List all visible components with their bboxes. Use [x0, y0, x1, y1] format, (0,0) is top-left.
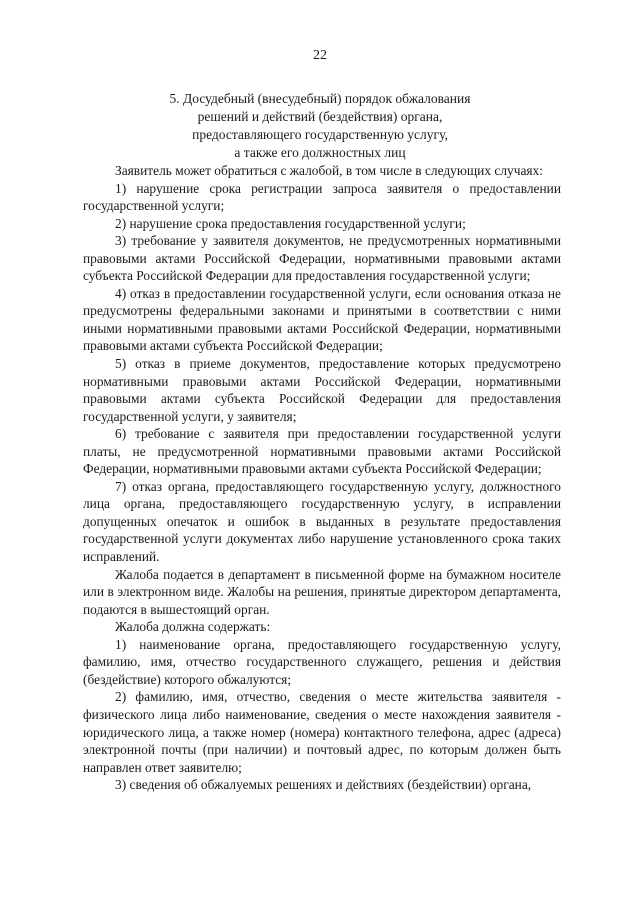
- list-item-7: 7) отказ органа, предоставляющего государственную услугу, должностного лица органа, предоставляющего государственную услугу, в исправлении допущенных опечаток и ошибок в выданных в результате предоставления государственной услуги документах либо нарушение установленного срока таких исправлений.: [83, 478, 561, 565]
- list-item-4: 4) отказ в предоставлении государственной услуги, если основания отказа не предусмотрены федеральными законами и принятыми в соответствии с ними иными нормативными правовыми актами Российской Федерации, нормативными правовыми актами субъекта Российской Федерации;: [83, 285, 561, 354]
- list-item-5: 5) отказ в приеме документов, предоставление которых предусмотрено нормативными правовыми актами Российской Федерации, нормативными правовыми актами субъекта Российской Федерации для предоставления государственной услуги, у заявителя;: [83, 356, 561, 424]
- list-item-6: 6) требование с заявителя при предоставлении государственной услуги платы, не предусмотренной нормативными правовыми актами Российской Федерации, нормативными правовыми актами субъекта Российской Федерации;: [83, 426, 561, 477]
- section-heading: [0, 90, 640, 162]
- heading-line: предоставляющего государственную услугу,: [192, 127, 448, 142]
- heading-line: 5. Досудебный (внесудебный) порядок обжалования: [169, 91, 471, 106]
- contents-item-3: 3) сведения об обжалуемых решениях и действиях (бездействии) органа,: [115, 777, 532, 793]
- complaint-submission-paragraph: Жалоба подается в департамент в письменной форме на бумажном носителе или в электронном виде. Жалобы на решения, принятые директором департамента, подаются в вышестоящий орган.: [83, 566, 561, 617]
- list-item-2: 2) нарушение срока предоставления государственной услуги;: [115, 215, 466, 231]
- contents-item-2: 2) фамилию, имя, отчество, сведения о месте жительства заявителя - физического лица либо наименование, сведения о месте нахождения заявителя - юридического лица, а также номер (номера) контактного телефона, адрес (адреса) электронной почты (при наличии) и почтовый адрес, по которым должен быть направлен ответ заявителю;: [83, 689, 561, 775]
- complaint-contents-intro: Жалоба должна содержать:: [115, 619, 271, 635]
- document-body: [83, 162, 561, 794]
- page-number: 22: [313, 48, 327, 63]
- intro-paragraph: Заявитель может обратиться с жалобой, в том числе в следующих случаях:: [115, 163, 543, 178]
- contents-item-1: 1) наименование органа, предоставляющего государственную услугу, фамилию, имя, отчество государственного служащего, решения и действия (бездействие) которого обжалуются;: [83, 636, 561, 687]
- list-item-3: 3) требование у заявителя документов, не предусмотренных нормативными правовыми актами Российской Федерации, нормативными правовыми актами субъекта Российской Федерации для предоставления государственной услуги;: [83, 233, 561, 284]
- list-item-1: 1) нарушение срока регистрации запроса заявителя о предоставлении государственной услуги;: [83, 180, 561, 214]
- heading-line: решений и действий (бездействия) органа,: [197, 109, 443, 124]
- heading-line: а также его должностных лиц: [234, 145, 406, 160]
